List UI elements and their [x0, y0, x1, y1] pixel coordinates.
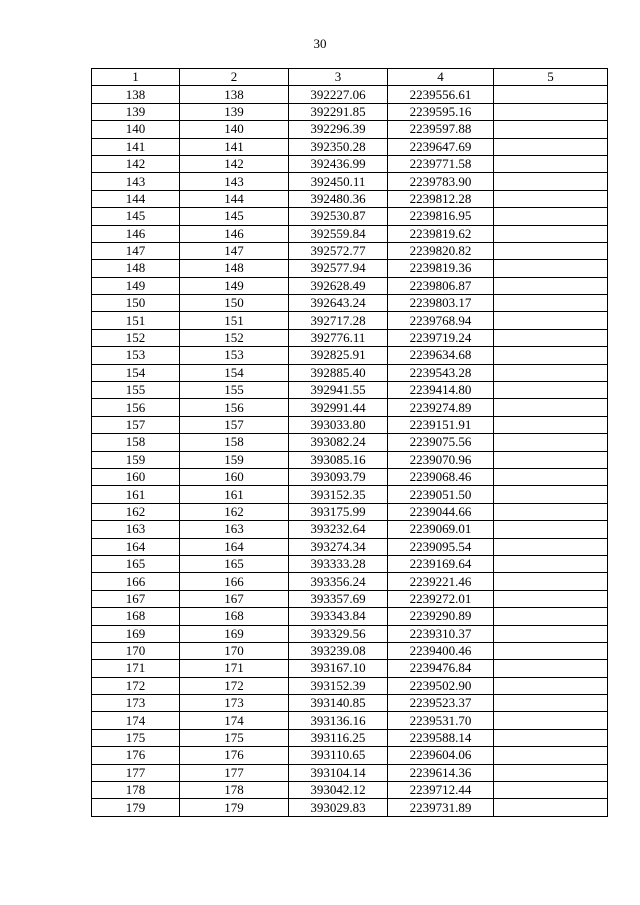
cell-x-coordinate: 393333.28	[289, 555, 388, 572]
cell-point-id: 138	[180, 86, 289, 103]
cell-note	[494, 625, 608, 642]
cell-point-number: 161	[92, 486, 180, 503]
cell-point-id: 168	[180, 608, 289, 625]
cell-note	[494, 660, 608, 677]
cell-note	[494, 347, 608, 364]
column-header-1: 1	[92, 69, 180, 86]
cell-point-id: 149	[180, 277, 289, 294]
cell-point-number: 159	[92, 451, 180, 468]
cell-note	[494, 295, 608, 312]
cell-y-coordinate: 2239151.91	[388, 416, 494, 433]
cell-point-id: 176	[180, 747, 289, 764]
cell-y-coordinate: 2239819.36	[388, 260, 494, 277]
cell-note	[494, 590, 608, 607]
cell-point-id: 156	[180, 399, 289, 416]
cell-point-id: 155	[180, 382, 289, 399]
table-row	[92, 468, 608, 485]
column-header-4: 4	[388, 69, 494, 86]
cell-x-coordinate: 393232.64	[289, 521, 388, 538]
cell-x-coordinate: 393167.10	[289, 660, 388, 677]
cell-x-coordinate: 393085.16	[289, 451, 388, 468]
cell-point-number: 142	[92, 155, 180, 172]
cell-y-coordinate: 2239272.01	[388, 590, 494, 607]
cell-point-id: 160	[180, 468, 289, 485]
cell-note	[494, 260, 608, 277]
table-row	[92, 782, 608, 799]
cell-point-number: 169	[92, 625, 180, 642]
table-row	[92, 503, 608, 520]
cell-point-id: 173	[180, 695, 289, 712]
cell-x-coordinate: 393082.24	[289, 434, 388, 451]
cell-note	[494, 208, 608, 225]
cell-point-id: 158	[180, 434, 289, 451]
cell-point-id: 142	[180, 155, 289, 172]
table-row	[92, 555, 608, 572]
table-row	[92, 660, 608, 677]
cell-point-number: 173	[92, 695, 180, 712]
cell-x-coordinate: 393239.08	[289, 642, 388, 659]
table-header	[92, 69, 608, 86]
cell-point-number: 162	[92, 503, 180, 520]
cell-x-coordinate: 392291.85	[289, 103, 388, 120]
cell-note	[494, 521, 608, 538]
cell-x-coordinate: 392559.84	[289, 225, 388, 242]
table-row	[92, 312, 608, 329]
cell-point-id: 144	[180, 190, 289, 207]
cell-point-number: 170	[92, 642, 180, 659]
table-row	[92, 277, 608, 294]
cell-note	[494, 103, 608, 120]
cell-point-number: 151	[92, 312, 180, 329]
table-row	[92, 538, 608, 555]
cell-y-coordinate: 2239783.90	[388, 173, 494, 190]
cell-x-coordinate: 392480.36	[289, 190, 388, 207]
page-number: 30	[313, 36, 327, 51]
cell-x-coordinate: 392628.49	[289, 277, 388, 294]
cell-note	[494, 155, 608, 172]
cell-x-coordinate: 392227.06	[289, 86, 388, 103]
cell-point-number: 156	[92, 399, 180, 416]
cell-y-coordinate: 2239816.95	[388, 208, 494, 225]
cell-y-coordinate: 2239588.14	[388, 729, 494, 746]
cell-note	[494, 225, 608, 242]
table-row	[92, 590, 608, 607]
cell-x-coordinate: 393274.34	[289, 538, 388, 555]
cell-point-number: 147	[92, 242, 180, 259]
cell-x-coordinate: 393116.25	[289, 729, 388, 746]
cell-y-coordinate: 2239221.46	[388, 573, 494, 590]
cell-x-coordinate: 392296.39	[289, 121, 388, 138]
table-row	[92, 608, 608, 625]
cell-x-coordinate: 393033.80	[289, 416, 388, 433]
cell-x-coordinate: 392643.24	[289, 295, 388, 312]
cell-point-id: 139	[180, 103, 289, 120]
cell-point-id: 140	[180, 121, 289, 138]
cell-point-number: 178	[92, 782, 180, 799]
cell-y-coordinate: 2239543.28	[388, 364, 494, 381]
cell-note	[494, 468, 608, 485]
cell-point-number: 165	[92, 555, 180, 572]
cell-y-coordinate: 2239531.70	[388, 712, 494, 729]
cell-y-coordinate: 2239414.80	[388, 382, 494, 399]
table-row	[92, 242, 608, 259]
cell-y-coordinate: 2239310.37	[388, 625, 494, 642]
cell-y-coordinate: 2239819.62	[388, 225, 494, 242]
cell-y-coordinate: 2239290.89	[388, 608, 494, 625]
cell-point-number: 146	[92, 225, 180, 242]
table-body	[92, 86, 608, 816]
cell-note	[494, 799, 608, 816]
cell-point-id: 170	[180, 642, 289, 659]
table-row	[92, 747, 608, 764]
cell-y-coordinate: 2239044.66	[388, 503, 494, 520]
cell-y-coordinate: 2239523.37	[388, 695, 494, 712]
cell-note	[494, 486, 608, 503]
table-row	[92, 347, 608, 364]
cell-point-id: 145	[180, 208, 289, 225]
cell-y-coordinate: 2239595.16	[388, 103, 494, 120]
cell-point-number: 179	[92, 799, 180, 816]
cell-point-id: 143	[180, 173, 289, 190]
cell-point-number: 175	[92, 729, 180, 746]
table-row	[92, 86, 608, 103]
cell-y-coordinate: 2239502.90	[388, 677, 494, 694]
cell-x-coordinate: 393136.16	[289, 712, 388, 729]
cell-x-coordinate: 393175.99	[289, 503, 388, 520]
cell-note	[494, 555, 608, 572]
cell-note	[494, 242, 608, 259]
cell-note	[494, 538, 608, 555]
cell-note	[494, 764, 608, 781]
cell-note	[494, 382, 608, 399]
cell-point-id: 163	[180, 521, 289, 538]
table-row	[92, 764, 608, 781]
cell-point-number: 171	[92, 660, 180, 677]
cell-point-id: 162	[180, 503, 289, 520]
cell-note	[494, 190, 608, 207]
cell-point-number: 167	[92, 590, 180, 607]
cell-point-number: 168	[92, 608, 180, 625]
cell-y-coordinate: 2239771.58	[388, 155, 494, 172]
cell-y-coordinate: 2239400.46	[388, 642, 494, 659]
cell-point-number: 152	[92, 329, 180, 346]
cell-point-id: 177	[180, 764, 289, 781]
cell-point-number: 143	[92, 173, 180, 190]
cell-note	[494, 451, 608, 468]
cell-y-coordinate: 2239069.01	[388, 521, 494, 538]
cell-y-coordinate: 2239820.82	[388, 242, 494, 259]
table-row	[92, 695, 608, 712]
cell-y-coordinate: 2239614.36	[388, 764, 494, 781]
cell-y-coordinate: 2239731.89	[388, 799, 494, 816]
table-row	[92, 382, 608, 399]
table-row	[92, 190, 608, 207]
cell-x-coordinate: 393093.79	[289, 468, 388, 485]
cell-point-number: 177	[92, 764, 180, 781]
table-row	[92, 173, 608, 190]
cell-y-coordinate: 2239068.46	[388, 468, 494, 485]
cell-point-id: 179	[180, 799, 289, 816]
cell-point-id: 150	[180, 295, 289, 312]
cell-note	[494, 608, 608, 625]
cell-x-coordinate: 392717.28	[289, 312, 388, 329]
cell-point-number: 154	[92, 364, 180, 381]
cell-point-id: 154	[180, 364, 289, 381]
cell-x-coordinate: 393356.24	[289, 573, 388, 590]
table-row	[92, 138, 608, 155]
cell-point-number: 153	[92, 347, 180, 364]
cell-point-number: 157	[92, 416, 180, 433]
cell-note	[494, 573, 608, 590]
cell-y-coordinate: 2239075.56	[388, 434, 494, 451]
cell-note	[494, 712, 608, 729]
cell-point-id: 178	[180, 782, 289, 799]
cell-point-id: 141	[180, 138, 289, 155]
cell-y-coordinate: 2239768.94	[388, 312, 494, 329]
cell-point-number: 150	[92, 295, 180, 312]
cell-x-coordinate: 392350.28	[289, 138, 388, 155]
cell-y-coordinate: 2239719.24	[388, 329, 494, 346]
cell-note	[494, 277, 608, 294]
table-row	[92, 121, 608, 138]
table-row	[92, 677, 608, 694]
column-header-2: 2	[180, 69, 289, 86]
cell-point-number: 144	[92, 190, 180, 207]
cell-y-coordinate: 2239476.84	[388, 660, 494, 677]
table-row	[92, 103, 608, 120]
table-row	[92, 155, 608, 172]
table-row	[92, 712, 608, 729]
cell-point-id: 157	[180, 416, 289, 433]
cell-point-number: 149	[92, 277, 180, 294]
cell-x-coordinate: 393104.14	[289, 764, 388, 781]
cell-x-coordinate: 393329.56	[289, 625, 388, 642]
cell-x-coordinate: 393029.83	[289, 799, 388, 816]
cell-x-coordinate: 393152.35	[289, 486, 388, 503]
cell-note	[494, 642, 608, 659]
cell-point-id: 175	[180, 729, 289, 746]
cell-point-number: 172	[92, 677, 180, 694]
cell-y-coordinate: 2239169.64	[388, 555, 494, 572]
cell-note	[494, 121, 608, 138]
cell-x-coordinate: 393042.12	[289, 782, 388, 799]
cell-point-id: 147	[180, 242, 289, 259]
table-row	[92, 451, 608, 468]
cell-note	[494, 695, 608, 712]
cell-note	[494, 138, 608, 155]
cell-point-number: 155	[92, 382, 180, 399]
cell-note	[494, 399, 608, 416]
cell-x-coordinate: 393152.39	[289, 677, 388, 694]
table-row	[92, 486, 608, 503]
table-row	[92, 208, 608, 225]
cell-y-coordinate: 2239604.06	[388, 747, 494, 764]
column-header-3: 3	[289, 69, 388, 86]
cell-point-id: 148	[180, 260, 289, 277]
cell-note	[494, 729, 608, 746]
cell-point-number: 160	[92, 468, 180, 485]
table-row	[92, 799, 608, 816]
cell-note	[494, 329, 608, 346]
table-row	[92, 521, 608, 538]
cell-point-number: 145	[92, 208, 180, 225]
table-row	[92, 642, 608, 659]
table-row	[92, 260, 608, 277]
cell-point-id: 164	[180, 538, 289, 555]
cell-point-number: 140	[92, 121, 180, 138]
cell-note	[494, 782, 608, 799]
cell-note	[494, 416, 608, 433]
cell-point-id: 169	[180, 625, 289, 642]
cell-x-coordinate: 393343.84	[289, 608, 388, 625]
cell-point-number: 164	[92, 538, 180, 555]
cell-point-number: 148	[92, 260, 180, 277]
cell-point-id: 146	[180, 225, 289, 242]
table-row	[92, 329, 608, 346]
table-row	[92, 416, 608, 433]
table-row	[92, 573, 608, 590]
cell-y-coordinate: 2239274.89	[388, 399, 494, 416]
cell-y-coordinate: 2239712.44	[388, 782, 494, 799]
table-row	[92, 364, 608, 381]
cell-note	[494, 747, 608, 764]
cell-note	[494, 434, 608, 451]
cell-x-coordinate: 392941.55	[289, 382, 388, 399]
column-header-5: 5	[494, 69, 608, 86]
cell-x-coordinate: 392450.11	[289, 173, 388, 190]
cell-point-number: 158	[92, 434, 180, 451]
cell-point-number: 141	[92, 138, 180, 155]
cell-y-coordinate: 2239556.61	[388, 86, 494, 103]
cell-x-coordinate: 392885.40	[289, 364, 388, 381]
cell-x-coordinate: 392991.44	[289, 399, 388, 416]
cell-y-coordinate: 2239070.96	[388, 451, 494, 468]
table-row	[92, 295, 608, 312]
cell-point-number: 174	[92, 712, 180, 729]
cell-x-coordinate: 392776.11	[289, 329, 388, 346]
cell-x-coordinate: 392530.87	[289, 208, 388, 225]
table-row	[92, 434, 608, 451]
table-row	[92, 399, 608, 416]
table-row	[92, 225, 608, 242]
cell-x-coordinate: 393357.69	[289, 590, 388, 607]
cell-point-id: 171	[180, 660, 289, 677]
cell-point-id: 165	[180, 555, 289, 572]
cell-y-coordinate: 2239803.17	[388, 295, 494, 312]
cell-point-id: 166	[180, 573, 289, 590]
cell-x-coordinate: 392825.91	[289, 347, 388, 364]
cell-note	[494, 86, 608, 103]
cell-point-id: 167	[180, 590, 289, 607]
cell-y-coordinate: 2239806.87	[388, 277, 494, 294]
cell-y-coordinate: 2239634.68	[388, 347, 494, 364]
cell-note	[494, 364, 608, 381]
cell-point-id: 172	[180, 677, 289, 694]
table-row	[92, 625, 608, 642]
cell-point-id: 152	[180, 329, 289, 346]
cell-point-number: 139	[92, 103, 180, 120]
cell-note	[494, 677, 608, 694]
cell-x-coordinate: 393140.85	[289, 695, 388, 712]
cell-y-coordinate: 2239095.54	[388, 538, 494, 555]
cell-x-coordinate: 392577.94	[289, 260, 388, 277]
cell-y-coordinate: 2239597.88	[388, 121, 494, 138]
cell-note	[494, 173, 608, 190]
cell-point-id: 159	[180, 451, 289, 468]
cell-x-coordinate: 392572.77	[289, 242, 388, 259]
cell-y-coordinate: 2239812.28	[388, 190, 494, 207]
cell-point-id: 161	[180, 486, 289, 503]
cell-note	[494, 312, 608, 329]
cell-x-coordinate: 393110.65	[289, 747, 388, 764]
cell-point-id: 151	[180, 312, 289, 329]
coordinates-table	[91, 68, 608, 817]
cell-point-id: 174	[180, 712, 289, 729]
cell-note	[494, 503, 608, 520]
cell-point-number: 176	[92, 747, 180, 764]
cell-point-number: 163	[92, 521, 180, 538]
cell-point-id: 153	[180, 347, 289, 364]
header-row	[92, 69, 608, 86]
cell-y-coordinate: 2239647.69	[388, 138, 494, 155]
cell-x-coordinate: 392436.99	[289, 155, 388, 172]
cell-point-number: 138	[92, 86, 180, 103]
table-row	[92, 729, 608, 746]
cell-y-coordinate: 2239051.50	[388, 486, 494, 503]
cell-point-number: 166	[92, 573, 180, 590]
